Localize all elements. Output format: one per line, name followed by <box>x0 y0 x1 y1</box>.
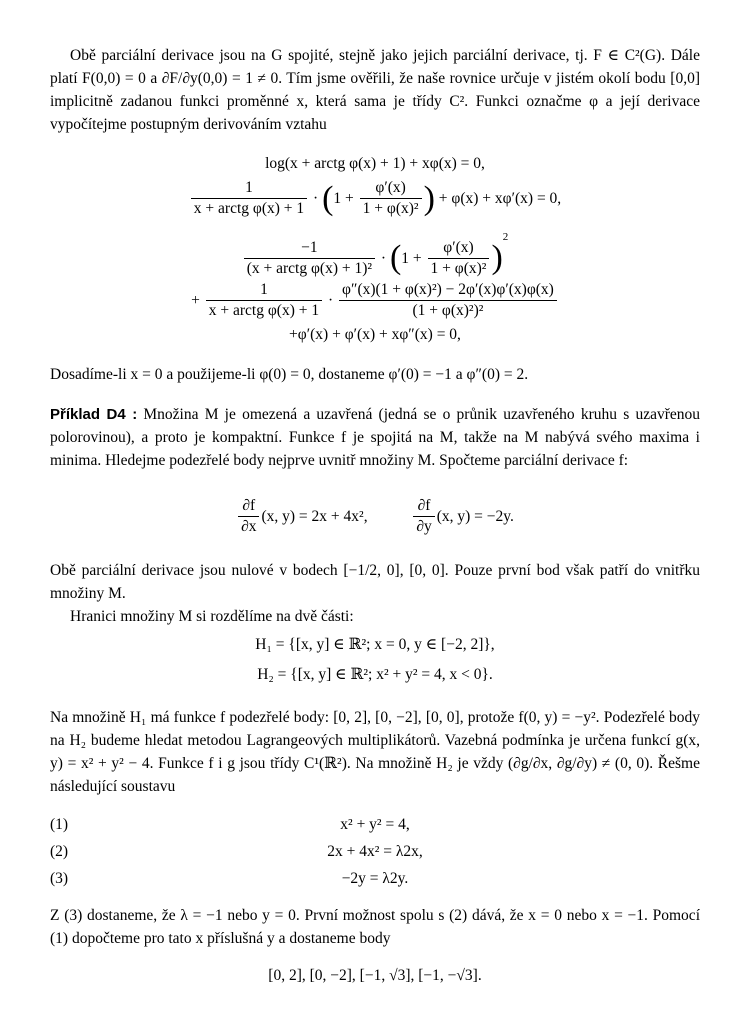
set-h1: H₁ = {[x, y] ∈ ℝ²; x = 0, y ∈ [−2, 2]}, <box>255 636 495 653</box>
final-points: [0, 2], [0, −2], [−1, √3], [−1, −√3]. <box>268 967 482 984</box>
equation-1: log(x + arctg φ(x) + 1) + xφ(x) = 0, <box>265 155 485 172</box>
equation-label: (1) <box>50 816 69 833</box>
paragraph-lagrange: Na množině H₁ má funkce f podezřelé body: [0, 2], [0, −2], [0, 0], protože f(0, y) = −y². Podezřelé body na H₂ budeme hledat metodou Lagrangeových multiplikátorů. Vazebná podmínka je určena funkcí g(x, y) = x² + y² − 4. Funkce f i g jsou třídy C¹(ℝ²). Na množině H₂ je vždy (∂g/∂x, ∂g/∂y) ≠ (0, 0). Řešme následující soustavu <box>50 709 700 795</box>
equation-3: $\frac{-1}{\text{(x + arctg φ(x) + 1)²}}$ · (1 + $\frac{\varphi'(x)}{\text{1 + φ(x)²}}$ )$^2$ <box>0 226 750 279</box>
partial-derivatives: $\frac{\partial f}{\partial x}$ (x, y) = 2x + 4x², $\frac{\partial f}{\partial y}$ (x, y) = −2y. <box>0 496 750 537</box>
equation-4: + $\frac{1}{\text{x + arctg φ(x) + 1}}$ · $\frac{\text{φ″(x)(1 + φ(x)²) − 2φ′(x)φ′(x)φ(x)}}{\text{(1 + φ(x)²)²}}$ <box>0 280 750 321</box>
equation-5: +φ′(x) + φ′(x) + xφ″(x) = 0, <box>289 326 461 343</box>
fraction: $\frac{1}{\text{x + arctg φ(x) + 1}}$ <box>191 178 307 219</box>
example-heading: Příklad D4 : <box>50 406 138 423</box>
fraction: $\frac{\text{φ″(x)(1 + φ(x)²) − 2φ′(x)φ′(x)φ(x)}}{\text{(1 + φ(x)²)²}}$ <box>339 280 557 321</box>
system-equation: 2x + 4x² = λ2x, <box>327 843 423 860</box>
system-equation: x² + y² = 4, <box>340 816 410 833</box>
set-h2: H₂ = {[x, y] ∈ ℝ²; x² + y² = 4, x < 0}. <box>257 666 493 683</box>
fraction: $\frac{1}{\text{x + arctg φ(x) + 1}}$ <box>206 280 322 321</box>
fraction: $\frac{\varphi'(x)}{\text{1 + φ(x)²}}$ <box>428 238 490 279</box>
paragraph-substitution: Dosadíme-li x = 0 a použijeme-li φ(0) = 0, dostaneme φ′(0) = −1 a φ″(0) = 2. <box>50 366 529 383</box>
example-d4 <box>50 403 700 472</box>
paragraph-zeros: Obě parciální derivace jsou nulové v bodech [−1/2, 0], [0, 0]. Pouze první bod však patří do vnitřku množiny M. Hranici množiny M si rozdělíme na dvě části: <box>50 562 700 625</box>
fraction: $\frac{-1}{\text{(x + arctg φ(x) + 1)²}}$ <box>244 238 375 279</box>
system-equation: −2y = λ2y. <box>341 870 409 887</box>
equation-label: (2) <box>50 843 69 860</box>
paragraph-text: Obě parciální derivace jsou na G spojité, stejně jako jejich parciální derivace, tj. F ∈ C²(G). Dále platí F(0,0) = 0 a ∂F/∂y(0,0) = 1 ≠ 0. Tím jsme ověřili, že naše rovnice určuje v jistém okolí bodu [0,0] implicitně zadanou funkci proměnné x, která sama je třídy C². Funkci označme φ a její derivace vypočítejme postupným derivováním vztahu <box>50 47 700 133</box>
fraction: $\frac{\varphi'(x)}{\text{1 + φ(x)²}}$ <box>360 178 422 219</box>
paragraph-intro <box>50 44 700 136</box>
equation-2: $\frac{1}{\text{x + arctg φ(x) + 1}}$ · (1 + $\frac{\varphi'(x)}{\text{1 + φ(x)²}}$ ) + φ(x) + xφ′(x) = 0, <box>0 178 750 219</box>
equation-label: (3) <box>50 870 69 887</box>
paragraph-text: Množina M je omezená a uzavřená (jedná se o průnik uzavřeného kruhu s uzavřenou polorovinou), a proto je kompaktní. Funkce f je spojitá na M, takže na M nabývá svého maxima i minima. Hledejme podezřelé body nejprve uvnitř množiny M. Spočteme parciální derivace f: <box>50 406 701 469</box>
paragraph-solution: Z (3) dostaneme, že λ = −1 nebo y = 0. První možnost spolu s (2) dává, že x = 0 nebo x = −1. Pomocí (1) dopočteme pro tato x příslušná y a dostaneme body <box>50 907 700 947</box>
